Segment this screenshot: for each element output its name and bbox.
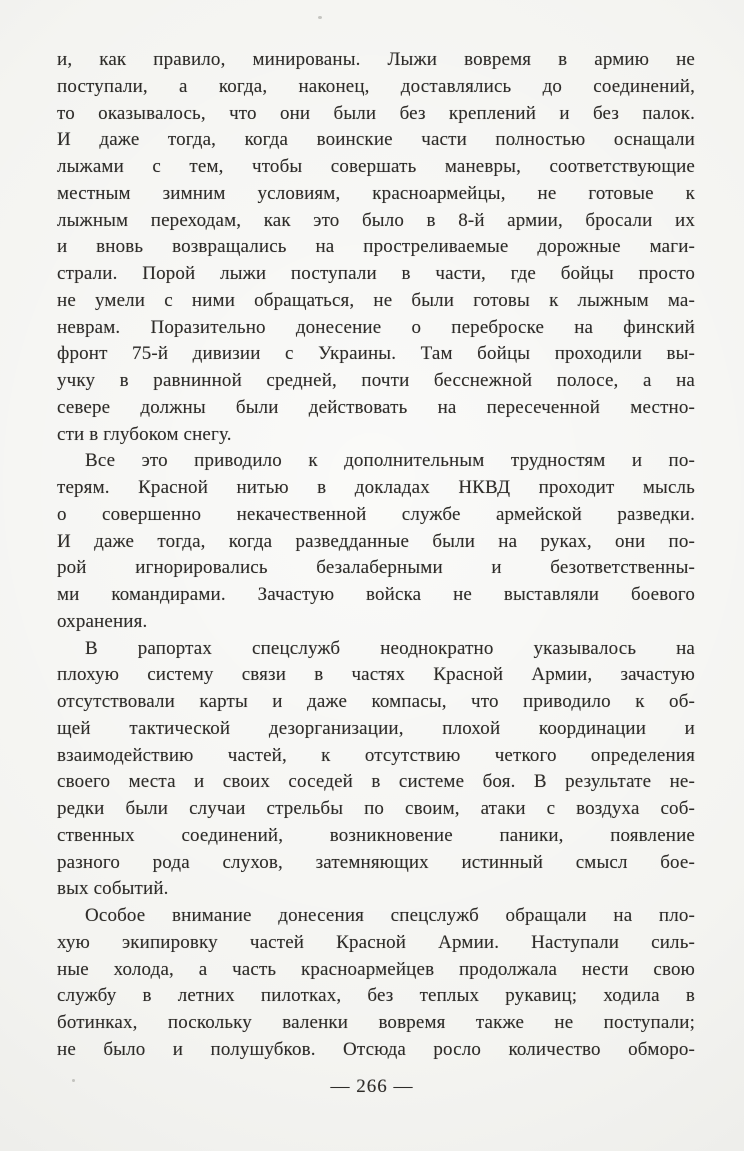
text-line: поступали, а когда, наконец, доставлялись до соединений, [57, 75, 695, 97]
text-line: ми командирами. Зачастую войска не выставляли боевого [57, 584, 695, 605]
text-line: терям. Красной нитью в докладах НКВД проходит мысль [57, 477, 695, 498]
text-line: местным зимним условиям, красноармейцы, не готовые к [57, 182, 695, 204]
text-line: страли. Порой лыжи поступали в части, где бойцы просто [57, 263, 695, 284]
text-line: фронт 75-й дивизии с Украины. Там бойцы проходили вы- [57, 343, 695, 365]
text-block [57, 47, 695, 1064]
text-line: охранения. [57, 610, 148, 632]
text-line: и вновь возвращались на простреливаемые дорожные маги- [57, 236, 695, 258]
text-line: В рапортах спецслужб неоднократно указывалось на [85, 637, 695, 659]
text-line: то оказывалось, что они были без креплений и без палок. [57, 102, 695, 124]
text-line: взаимодействию частей, к отсутствию четкого определения [57, 744, 695, 766]
text-line: севере должны были действовать на пересеченной местно- [57, 396, 695, 418]
text-line: неврам. Поразительно донесение о переброске на финский [57, 316, 695, 338]
text-line: И даже тогда, когда воинские части полностью оснащали [57, 129, 695, 151]
text-line: Все это приводило к дополнительным трудностям и по- [85, 450, 695, 472]
text-line: И даже тогда, когда разведданные были на руках, они по- [57, 530, 695, 552]
text-line: сти в глубоком снегу. [57, 423, 232, 445]
text-line: ботинках, поскольку валенки вовремя также не поступали; [57, 1012, 695, 1033]
page-number: — 266 — [330, 1076, 414, 1097]
text-line: не было и полушубков. Отсюда росло количество обморо- [57, 1038, 695, 1060]
text-line: отсутствовали карты и даже компасы, что приводило к об- [57, 691, 695, 712]
text-line: ные холода, а часть красноармейцев продолжала нести свою [57, 958, 695, 980]
text-line: своего места и своих соседей в системе боя. В результате не- [57, 771, 695, 793]
text-line: плохую систему связи в частях Красной Армии, зачастую [57, 664, 695, 686]
scan-speck [318, 16, 322, 19]
text-line: учку в равнинной средней, почти бесснежной полосе, а на [57, 370, 695, 391]
text-line: ственных соединений, возникновение паники, появление [57, 824, 695, 846]
text-line: о совершенно некачественной службе армейской разведки. [57, 503, 695, 525]
text-line: лыжами с тем, чтобы совершать маневры, соответствующие [57, 156, 695, 177]
text-line: рой игнорировались безалаберными и безответственны- [57, 557, 695, 579]
text-line: не умели с ними обращаться, не были готовы к лыжным ма- [57, 289, 695, 311]
text-line: разного рода слухов, затемняющих истинный смысл бое- [57, 851, 695, 873]
text-line: и, как правило, минированы. Лыжи вовремя в армию не [57, 49, 695, 70]
text-line: хую экипировку частей Красной Армии. Наступали силь- [57, 931, 695, 953]
text-line: вых событий. [57, 878, 169, 900]
text-line: службу в летних пилотках, без теплых рукавиц; ходила в [57, 985, 695, 1007]
text-line: редки были случаи стрельбы по своим, атаки с воздуха соб- [57, 798, 695, 819]
text-line: лыжным переходам, как это было в 8-й армии, бросали их [57, 209, 695, 231]
text-line: Особое внимание донесения спецслужб обращали на пло- [85, 905, 695, 926]
text-line: щей тактической дезорганизации, плохой координации и [57, 717, 695, 739]
